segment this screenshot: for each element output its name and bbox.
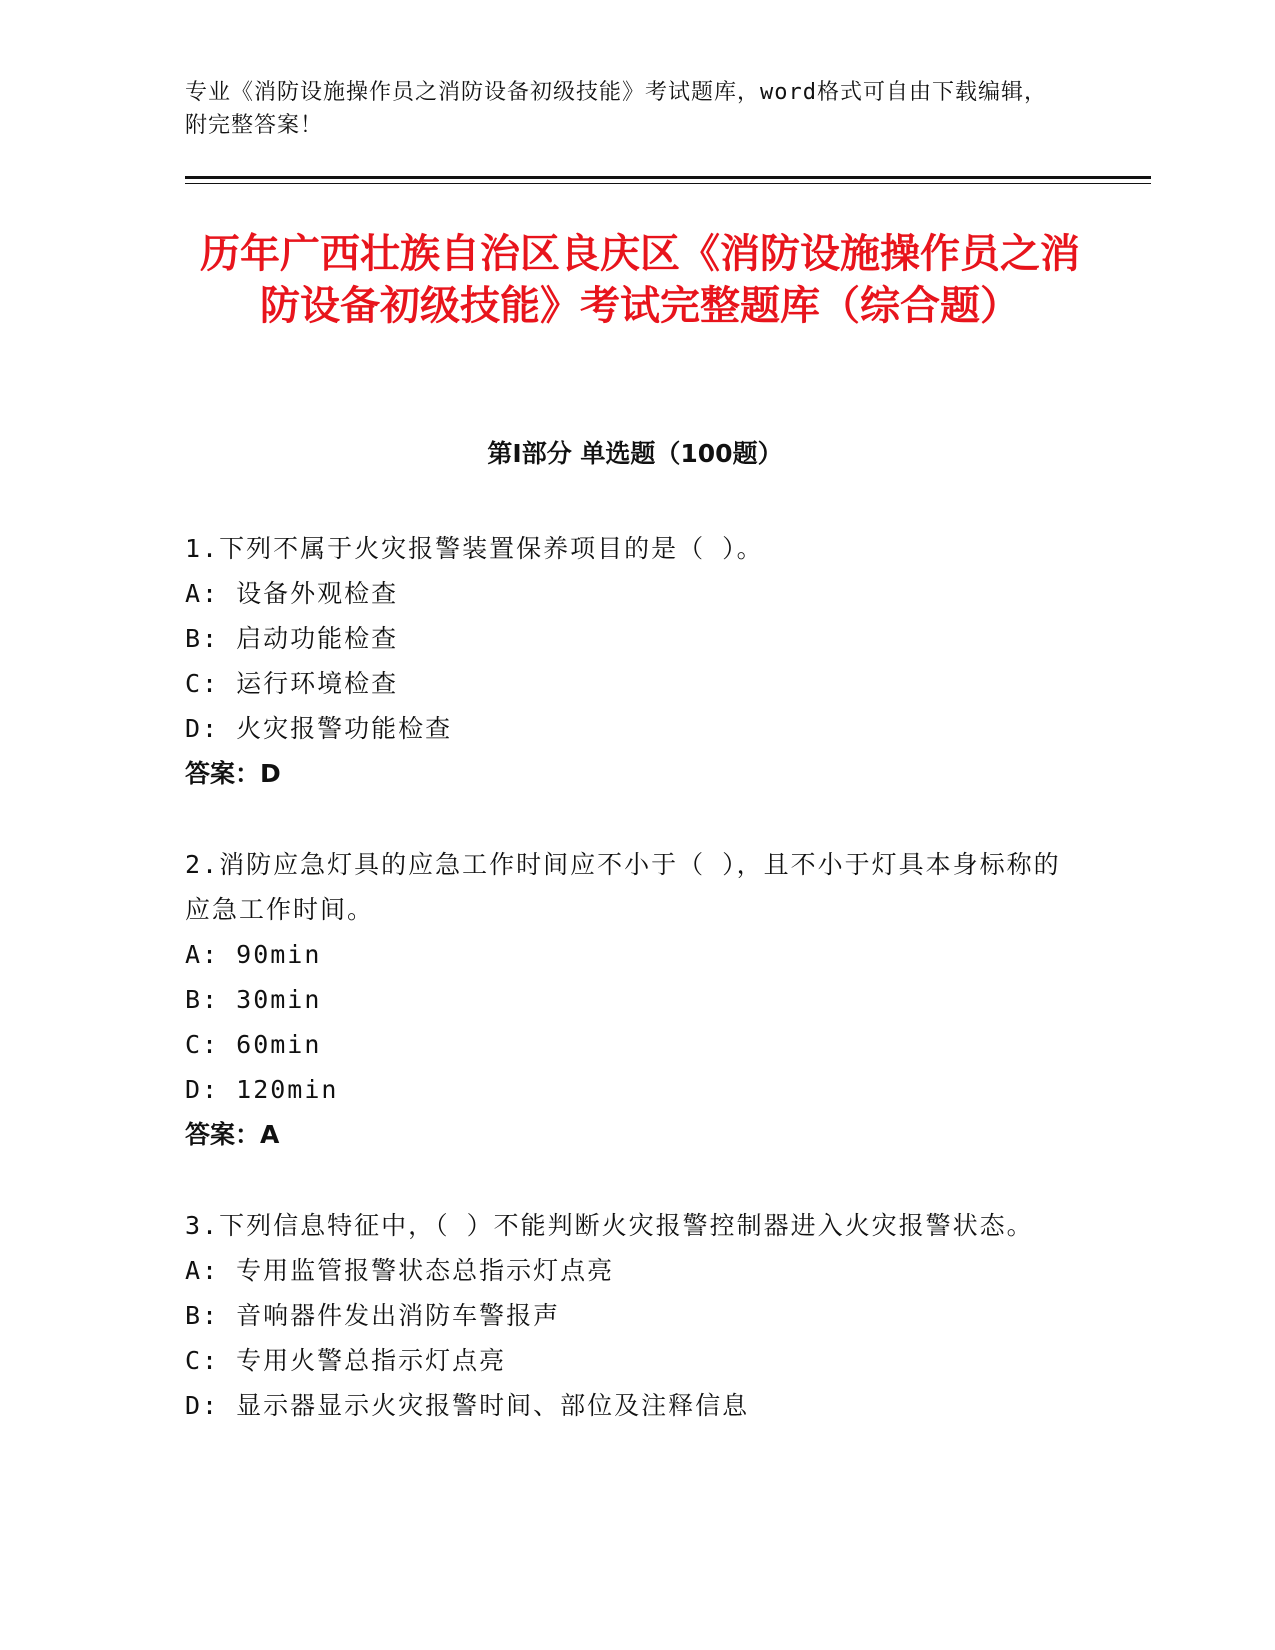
document-title: 历年广西壮族自治区良庆区《消防设施操作员之消防设备初级技能》考试完整题库（综合题）	[200, 231, 1080, 329]
option-b: B: 音响器件发出消防车警报声	[185, 1301, 561, 1330]
option-c: C: 60min	[185, 1030, 322, 1059]
option-c: C: 运行环境检查	[185, 669, 399, 698]
header-note: 专业《消防设施操作员之消防设备初级技能》考试题库，word格式可自由下载编辑，附完整答案！	[185, 80, 1047, 138]
header-divider-thin	[185, 183, 1151, 184]
section-heading: 第I部分 单选题（100题）	[487, 439, 783, 468]
question-2	[185, 842, 1065, 1157]
question-stem: 1.下列不属于火灾报警装置保养项目的是（ ）。	[185, 534, 764, 563]
option-d: D: 120min	[185, 1075, 339, 1104]
header-divider-thick	[185, 176, 1151, 179]
option-c: C: 专用火警总指示灯点亮	[185, 1346, 507, 1375]
answer-label: 答案：A	[185, 1120, 280, 1149]
option-a: A: 专用监管报警状态总指示灯点亮	[185, 1256, 615, 1285]
option-d: D: 显示器显示火灾报警时间、部位及注释信息	[185, 1391, 750, 1420]
question-stem: 2.消防应急灯具的应急工作时间应不小于（ ），且不小于灯具本身标称的应急工作时间。	[185, 850, 1061, 924]
question-list	[185, 526, 1065, 1474]
option-a: A: 90min	[185, 940, 322, 969]
question-stem: 3.下列信息特征中，（ ）不能判断火灾报警控制器进入火灾报警状态。	[185, 1211, 1034, 1240]
option-a: A: 设备外观检查	[185, 579, 399, 608]
question-3	[185, 1203, 1065, 1428]
option-b: B: 启动功能检查	[185, 624, 399, 653]
option-d: D: 火灾报警功能检查	[185, 714, 453, 743]
option-b: B: 30min	[185, 985, 322, 1014]
answer-label: 答案：D	[185, 759, 281, 788]
question-1	[185, 526, 1065, 796]
